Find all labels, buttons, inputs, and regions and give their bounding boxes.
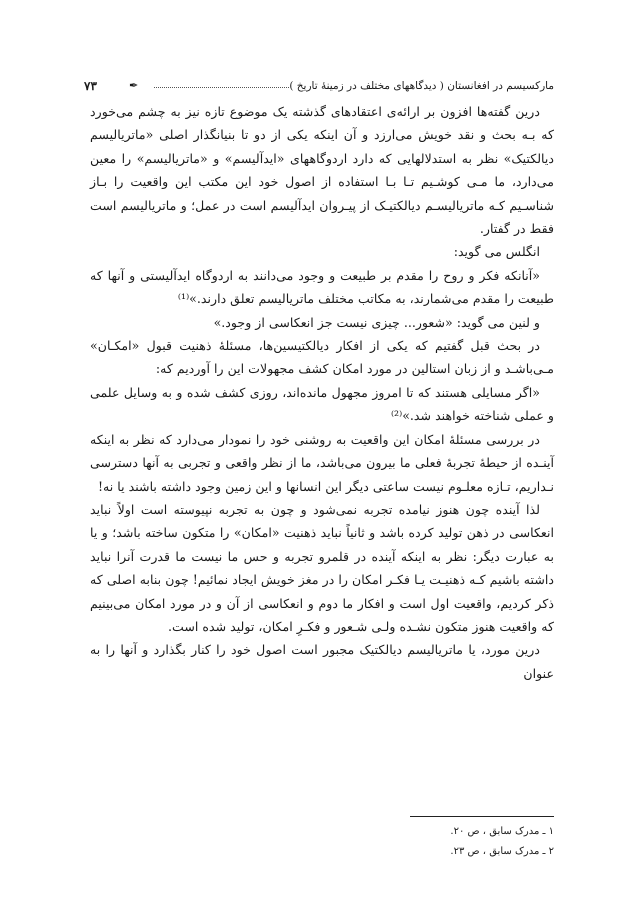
body-text: [90, 100, 554, 685]
footnote-divider: [410, 816, 554, 817]
paragraph-1: درین گفته‌ها افزون بر ارائه‌ی اعتقادهای گذشته یک موضوع تازه نیز به چشم می‌خورد که بـه بحث و نقد خویش می‌ارزد و آن اینکه یکی از دو تا بنیانگذار اصلی «ماتریالیسم دیالکتیک» نظر به استدلالهایی که دارد اردوگاههای «ایدآلیسم» و «ماتریالیسم» را معین می‌دارد، ما مـی کوشـیم تـا بـا استفاده از اصول خود این مکتب این واقعیت را بـاز شناسـیم کـه ماتریالیسـم دیالکتیـک از پیـروان ایدآلیسم است در عمل؛ و ماتریالیسم است فقط در گفتار.: [90, 104, 554, 237]
quill-icon: ✒: [129, 79, 139, 92]
header-dotted-leader: [154, 87, 289, 88]
footnotes: [300, 822, 554, 862]
paragraph-9: درین مورد، یا ماتریالیسم دیالکتیک مجبور است اصول خود را کنار بگذارد و آنها را به عنوان: [90, 642, 554, 681]
paragraph-3-quote-engels: «آنانکه فکر و روح را مقدم بر طبیعت و وجود می‌دانند به اردوگاه ایدآلیستی و آنها که طبیعت را مقدم می‌شمارند، به مکاتب مختلف ماتریالیسم تعلق دارند.»⁽¹⁾: [90, 267, 554, 307]
paragraph-6-quote-stalin: «اگر مسایلی هستند که تا امروز مجهول مانده‌اند، روزی کشف شده و به وسایل علمی و عملی شناخته خواهند شد.»⁽²⁾: [90, 384, 554, 424]
paragraph-2: انگلس می گوید:: [453, 244, 540, 260]
header-title: مارکسیسم در افغانستان ( دیدگاههای مختلف در زمینهٔ تاریخ ): [289, 80, 554, 92]
paragraph-4-quote-lenin: و لنین می گوید: «شعور... چیزی نیست جز انعکاسی از وجود.»: [213, 314, 540, 330]
paragraph-8: لذا آینده چون هنوز نیامده تجربه نمی‌شود و چون به تجربه نپیوسته است اولاً نباید انعکاسی در ذهن تولید کرده باشد و ثانیاً نباید ذهنیت «امکان» را متکون ساخته باشد؛ و یا به عبارت دیگر: نظر به اینکه آینده در قلمرو تجربه و حس ما نیست ما قدرت آنرا نباید داشته باشیم کـه ذهنیـت یـا فکـر امکان را در مغز خویش ایجاد نمائیم! چون بنابه اصلی که ذکر کردیم، واقعیت اول است و افکار ما دوم و انعکاسی از آن و در مورد امکان می‌بینیم که واقعیت هنوز متکون نشـده ولـی شـعور و فکـرِ امکان، تولید شده است.: [90, 501, 554, 634]
paragraph-5: در بحث قبل گفتیم که یکی از افکار دیالکتیسین‌ها، مسئلهٔ ذهنیت قبول «امکـان» مـی‌باشـد و از زبان استالین در مورد امکان کشف مجهولات این را آوردیم که:: [90, 338, 554, 377]
footnote-2: ۲ ـ مدرک سابق ، ص ۲۳.: [450, 846, 554, 857]
running-header: [84, 78, 554, 96]
paragraph-7: در بررسی مسئلهٔ امکان این واقعیت به روشنی خود را نمودار می‌دارد که نظر به اینکه آینـده از حیطهٔ تجربهٔ فعلی ما بیرون می‌باشد، ما از نظر واقعی و تجربی به آنها دسترسی نـداریم، تـازه معلـوم نیست ساعتی دیگر این انسانها و این زمین وجود داشته باشند یا نه!: [90, 431, 554, 494]
footnote-1: ۱ ـ مدرک سابق ، ص ۲۰.: [450, 826, 554, 837]
page-number: ۷۳: [84, 79, 97, 93]
